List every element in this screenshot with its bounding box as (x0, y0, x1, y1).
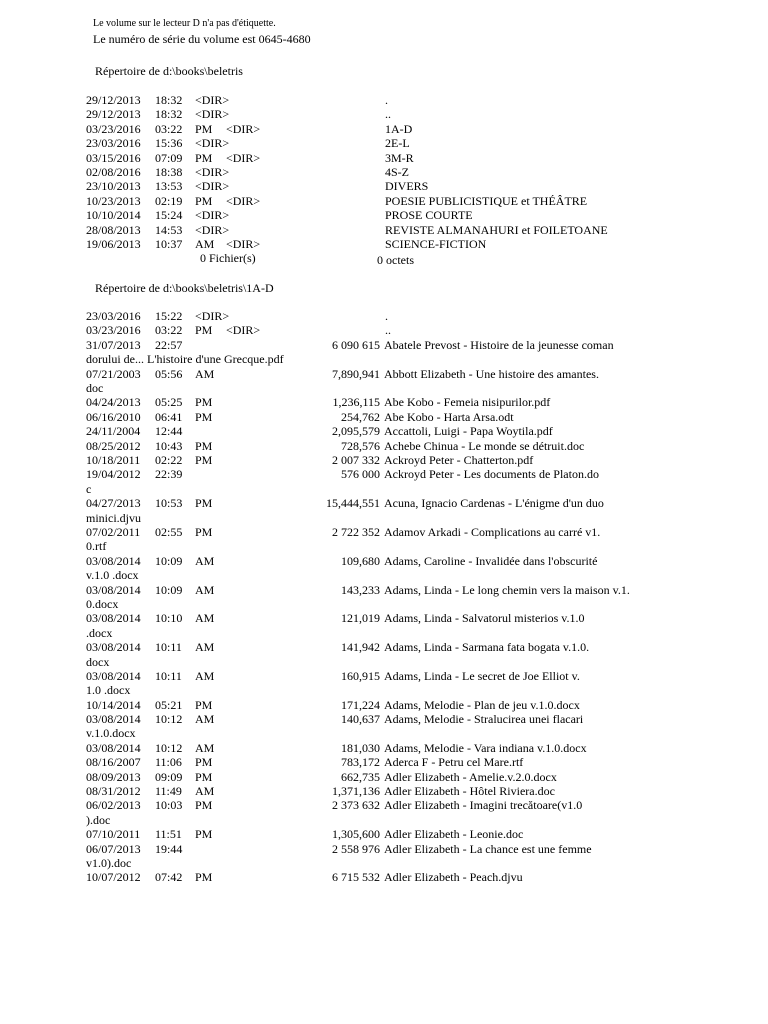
entry-name: POESIE PUBLICISTIQUE et THÉÂTRE (385, 193, 588, 208)
entry-name: Adler Elizabeth - Hôtel Riviera.doc (384, 784, 555, 799)
entry-name: . (385, 93, 388, 107)
entry-size: 121,019 (341, 611, 380, 626)
entry-time: 11:06 (155, 755, 182, 770)
entry-date: 08/09/2013 (86, 769, 141, 784)
entry-ampm: PM (195, 452, 213, 467)
entry-size: 141,942 (341, 640, 380, 655)
volume-label-line: Le volume sur le lecteur D n'a pas d'étiquette. (93, 18, 276, 29)
list-item (86, 842, 746, 871)
entry-size: 171,224 (341, 697, 380, 712)
entry-name: 3M-R (385, 150, 414, 165)
entry-date: 29/12/2013 (86, 93, 141, 107)
entry-dir-tag: <DIR> (226, 323, 261, 338)
entry-size: 1,305,600 (332, 827, 380, 842)
entry-ampm: PM (195, 150, 213, 165)
entry-time: 19:44 (155, 841, 183, 856)
list-item (86, 165, 746, 179)
entry-name-continued: minici.djvu (86, 510, 141, 525)
entry-name: DIVERS (385, 179, 429, 194)
entry-date: 03/08/2014 (86, 611, 141, 626)
entry-name-continued: v1.0).doc (86, 856, 132, 871)
entry-ampm: AM (195, 236, 215, 251)
entry-date: 23/03/2016 (86, 136, 141, 151)
entry-time: 10:11 (155, 668, 182, 683)
entry-date: 06/02/2013 (86, 798, 141, 813)
entry-name: Adler Elizabeth - Peach.djvu (384, 870, 523, 885)
entry-ampm: PM (195, 323, 213, 338)
list-item (86, 107, 746, 121)
entry-date: 07/21/2003 (86, 366, 141, 381)
entry-date: 10/07/2012 (86, 870, 141, 885)
entry-date: 07/10/2011 (86, 827, 141, 842)
entry-name: Adams, Linda - Sarmana fata bogata v.1.0. (384, 640, 590, 655)
directory-title: Répertoire de d:\books\beletris (95, 64, 243, 78)
entry-name-continued: v.1.0.docx (86, 726, 136, 741)
entry-time: 10:53 (155, 496, 183, 511)
list-item (86, 338, 746, 367)
entry-time: 03:22 (155, 121, 183, 136)
entry-size: 2 722 352 (332, 524, 380, 539)
entry-time: 18:32 (155, 107, 183, 122)
list-item (86, 323, 746, 337)
entry-time: 10:11 (155, 640, 182, 655)
entry-dir-tag: <DIR> (226, 236, 261, 251)
entry-date: 03/23/2016 (86, 121, 141, 136)
entry-time: 02:19 (155, 193, 183, 208)
entry-size: 15,444,551 (326, 496, 380, 511)
entry-ampm: AM (195, 611, 215, 626)
entry-date: 23/10/2013 (86, 179, 141, 194)
entry-time: 10:09 (155, 582, 183, 597)
entry-ampm: PM (195, 121, 213, 136)
entry-name: Abbott Elizabeth - Une histoire des amantes. (384, 366, 599, 381)
entry-size: 254,762 (341, 409, 380, 424)
entry-size: 140,637 (341, 712, 380, 727)
entry-time: 11:49 (155, 784, 182, 799)
entry-size: 662,735 (341, 769, 380, 784)
entry-size: 160,915 (341, 668, 380, 683)
entry-dir-tag: <DIR> (195, 93, 230, 107)
list-item (86, 223, 746, 237)
entry-date: 03/15/2016 (86, 150, 141, 165)
file-count: 0 Fichier(s) (200, 251, 256, 266)
entry-name: Adler Elizabeth - Imagini trecătoare(v1.0 (384, 798, 583, 813)
entry-size: 1,236,115 (332, 395, 380, 410)
entry-size: 576 000 (341, 467, 380, 482)
entry-ampm: PM (195, 438, 213, 453)
entry-ampm: AM (195, 668, 215, 683)
entry-time: 10:09 (155, 553, 183, 568)
entry-name: Achebe Chinua - Le monde se détruit.doc (384, 438, 585, 453)
list-item (86, 611, 746, 640)
entry-name: Adams, Linda - Le secret de Joe Elliot v. (384, 668, 580, 683)
entry-time: 07:42 (155, 870, 183, 885)
entry-dir-tag: <DIR> (226, 121, 261, 136)
list-item (86, 755, 746, 769)
entry-name-continued: dorului de... L'histoire d'une Grecque.pdf (86, 352, 284, 367)
entry-name: Acuna, Ignacio Cardenas - L'énigme d'un duo (384, 496, 604, 511)
entry-time: 13:53 (155, 179, 183, 194)
entry-time: 10:03 (155, 798, 183, 813)
entry-time: 15:36 (155, 136, 183, 151)
entry-name: . (385, 309, 388, 323)
entry-ampm: AM (195, 740, 215, 755)
entry-name-continued: 1.0 .docx (86, 683, 131, 698)
entry-name-continued: 0.docx (86, 596, 119, 611)
entry-date: 03/23/2016 (86, 323, 141, 338)
entry-date: 08/16/2007 (86, 755, 141, 770)
entry-dir-tag: <DIR> (195, 208, 230, 223)
list-item (86, 367, 746, 396)
list-item (86, 870, 746, 884)
entry-name: 1A-D (385, 121, 413, 136)
entry-date: 04/24/2013 (86, 395, 141, 410)
entry-time: 10:43 (155, 438, 183, 453)
list-item (86, 784, 746, 798)
list-item (86, 741, 746, 755)
entry-date: 03/08/2014 (86, 553, 141, 568)
entry-date: 03/08/2014 (86, 582, 141, 597)
entry-name-continued: v.1.0 .docx (86, 568, 139, 583)
entry-ampm: PM (195, 870, 213, 885)
list-item (86, 467, 746, 496)
volume-serial-line: Le numéro de série du volume est 0645-4680 (93, 32, 311, 46)
entry-ampm: AM (195, 784, 215, 799)
entry-date: 08/31/2012 (86, 784, 141, 799)
entry-date: 03/08/2014 (86, 740, 141, 755)
entry-time: 02:22 (155, 452, 183, 467)
entry-name: Ackroyd Peter - Les documents de Platon.do (384, 467, 599, 482)
entry-date: 10/23/2013 (86, 193, 141, 208)
directory-listing (86, 309, 746, 885)
entry-size: 143,233 (341, 582, 380, 597)
entry-date: 28/08/2013 (86, 222, 141, 237)
entry-date: 06/16/2010 (86, 409, 141, 424)
entry-dir-tag: <DIR> (195, 164, 230, 179)
entry-date: 04/27/2013 (86, 496, 141, 511)
list-item (86, 640, 746, 669)
entry-ampm: PM (195, 395, 213, 410)
directory-listing (86, 93, 746, 266)
entry-size: 2,095,579 (332, 424, 380, 439)
entry-time: 22:57 (155, 337, 183, 352)
entry-ampm: PM (195, 755, 213, 770)
entry-dir-tag: <DIR> (195, 222, 230, 237)
entry-date: 03/08/2014 (86, 640, 141, 655)
list-item (86, 151, 746, 165)
entry-time: 10:37 (155, 236, 183, 251)
entry-time: 10:12 (155, 712, 183, 727)
entry-size: 109,680 (341, 553, 380, 568)
entry-date: 08/25/2012 (86, 438, 141, 453)
entry-name: Adamov Arkadi - Complications au carré v1. (384, 524, 601, 539)
entry-name-continued: doc (86, 380, 104, 395)
entry-name: Adams, Linda - Salvatorul misterios v.1.0 (384, 611, 585, 626)
list-item (86, 554, 746, 583)
entry-dir-tag: <DIR> (226, 193, 261, 208)
entry-name: 2E-L (385, 136, 410, 151)
entry-time: 06:41 (155, 409, 183, 424)
entry-dir-tag: <DIR> (195, 309, 230, 323)
entry-dir-tag: <DIR> (195, 136, 230, 151)
entry-date: 19/06/2013 (86, 236, 141, 251)
entry-time: 10:12 (155, 740, 183, 755)
directory-summary (86, 251, 746, 268)
entry-name: Accattoli, Luigi - Papa Woytila.pdf (384, 424, 553, 439)
list-item (86, 237, 746, 251)
entry-name: Ackroyd Peter - Chatterton.pdf (384, 452, 534, 467)
entry-time: 15:24 (155, 208, 183, 223)
entry-time: 05:21 (155, 697, 183, 712)
list-item (86, 798, 746, 827)
list-item (86, 309, 746, 323)
entry-name-continued: ).doc (86, 812, 111, 827)
list-item (86, 583, 746, 612)
byte-count: 0 octets (377, 253, 414, 268)
entry-name: Adams, Melodie - Plan de jeu v.1.0.docx (384, 697, 580, 712)
entry-time: 02:55 (155, 524, 183, 539)
entry-name: .. (385, 107, 391, 122)
entry-size: 728,576 (341, 438, 380, 453)
entry-date: 03/08/2014 (86, 712, 141, 727)
list-item (86, 424, 746, 438)
entry-name: PROSE COURTE (385, 208, 473, 223)
entry-date: 19/04/2012 (86, 467, 141, 482)
entry-time: 22:39 (155, 467, 183, 482)
entry-date: 10/10/2014 (86, 208, 141, 223)
entry-size: 2 558 976 (332, 841, 380, 856)
entry-name: Aderca F - Petru cel Mare.rtf (384, 755, 524, 770)
entry-date: 02/08/2016 (86, 164, 141, 179)
list-item (86, 410, 746, 424)
entry-name: Adler Elizabeth - Leonie.doc (384, 827, 524, 842)
list-item (86, 669, 746, 698)
entry-time: 05:25 (155, 395, 183, 410)
entry-name-continued: 0.rtf (86, 539, 107, 554)
entry-time: 09:09 (155, 769, 183, 784)
entry-time: 10:10 (155, 611, 183, 626)
entry-ampm: AM (195, 712, 215, 727)
entry-time: 18:38 (155, 164, 183, 179)
list-item (86, 136, 746, 150)
entry-name: 4S-Z (385, 164, 409, 179)
entry-name: .. (385, 323, 391, 338)
entry-ampm: AM (195, 553, 215, 568)
entry-date: 23/03/2016 (86, 309, 141, 323)
entry-ampm: PM (195, 769, 213, 784)
entry-date: 29/12/2013 (86, 107, 141, 122)
list-item (86, 93, 746, 107)
entry-name: Adams, Caroline - Invalidée dans l'obscurité (384, 553, 598, 568)
list-item (86, 525, 746, 554)
entry-date: 10/18/2011 (86, 452, 141, 467)
entry-name: Adams, Melodie - Vara indiana v.1.0.docx (384, 740, 587, 755)
entry-time: 14:53 (155, 222, 183, 237)
entry-time: 07:09 (155, 150, 183, 165)
entry-ampm: PM (195, 496, 213, 511)
entry-name-continued: .docx (86, 625, 113, 640)
entry-size: 6 090 615 (332, 337, 380, 352)
entry-name: Abe Kobo - Femeia nisipurilor.pdf (384, 395, 551, 410)
list-item (86, 712, 746, 741)
entry-dir-tag: <DIR> (226, 150, 261, 165)
entry-size: 7,890,941 (332, 366, 380, 381)
list-item (86, 395, 746, 409)
entry-time: 03:22 (155, 323, 183, 338)
directory-title: Répertoire de d:\books\beletris\1A-D (95, 281, 274, 295)
entry-ampm: AM (195, 640, 215, 655)
entry-size: 783,172 (341, 755, 380, 770)
list-item (86, 770, 746, 784)
entry-dir-tag: <DIR> (195, 107, 230, 122)
entry-name: Abe Kobo - Harta Arsa.odt (384, 409, 514, 424)
list-item (86, 208, 746, 222)
entry-size: 181,030 (341, 740, 380, 755)
entry-time: 05:56 (155, 366, 183, 381)
list-item (86, 698, 746, 712)
entry-name: Adler Elizabeth - La chance est une femme (384, 841, 592, 856)
entry-ampm: PM (195, 524, 213, 539)
entry-ampm: PM (195, 409, 213, 424)
list-item (86, 194, 746, 208)
list-item (86, 179, 746, 193)
entry-time: 18:32 (155, 93, 183, 107)
entry-name: Adler Elizabeth - Amelie.v.2.0.docx (384, 769, 557, 784)
entry-ampm: AM (195, 582, 215, 597)
entry-size: 2 007 332 (332, 452, 380, 467)
entry-time: 11:51 (155, 827, 182, 842)
list-item (86, 439, 746, 453)
entry-time: 15:22 (155, 309, 183, 323)
entry-ampm: PM (195, 697, 213, 712)
entry-ampm: PM (195, 193, 213, 208)
entry-date: 07/02/2011 (86, 524, 141, 539)
entry-name: Adams, Melodie - Stralucirea unei flacari (384, 712, 584, 727)
list-item (86, 453, 746, 467)
entry-name-continued: c (86, 481, 92, 496)
entry-name: Abatele Prevost - Histoire de la jeunesse coman (384, 337, 614, 352)
entry-time: 12:44 (155, 424, 183, 439)
entry-date: 24/11/2004 (86, 424, 141, 439)
list-item (86, 827, 746, 841)
entry-date: 03/08/2014 (86, 668, 141, 683)
entry-name: Adams, Linda - Le long chemin vers la maison v.1. (384, 582, 630, 597)
entry-dir-tag: <DIR> (195, 179, 230, 194)
entry-ampm: PM (195, 798, 213, 813)
entry-size: 2 373 632 (332, 798, 380, 813)
entry-date: 31/07/2013 (86, 337, 141, 352)
list-item (86, 496, 746, 525)
list-item (86, 122, 746, 136)
entry-name: REVISTE ALMANAHURI et FOILETOANE (385, 222, 608, 237)
entry-ampm: AM (195, 366, 215, 381)
entry-name: SCIENCE-FICTION (385, 236, 487, 251)
entry-date: 10/14/2014 (86, 697, 141, 712)
entry-date: 06/07/2013 (86, 841, 141, 856)
entry-size: 1,371,136 (332, 784, 380, 799)
entry-name-continued: docx (86, 654, 110, 669)
entry-size: 6 715 532 (332, 870, 380, 885)
entry-ampm: PM (195, 827, 213, 842)
